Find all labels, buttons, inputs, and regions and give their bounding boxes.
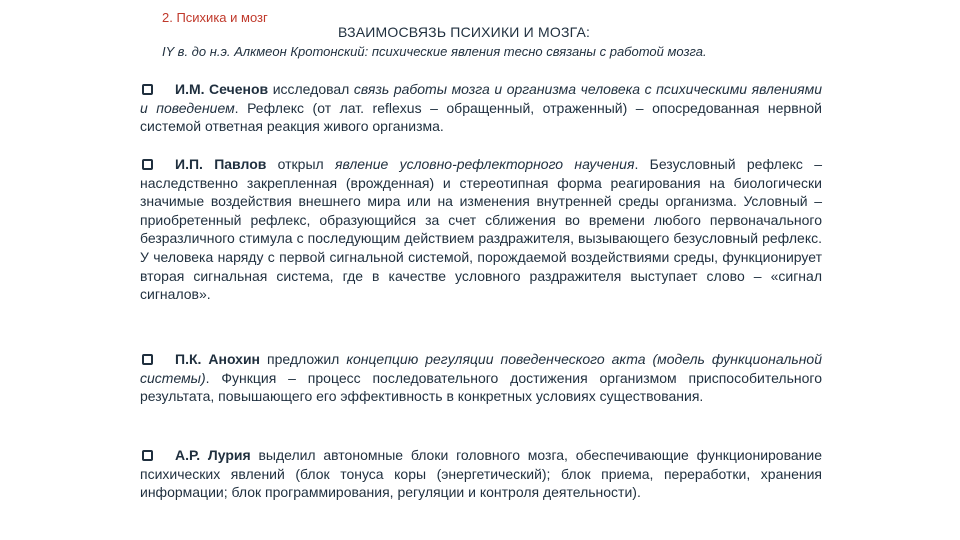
bullet-block-luria — [140, 446, 822, 502]
block-text: предложил — [260, 351, 347, 367]
block-italic-text: концепцию регуляции поведенческого акта (модель функциональной системы) — [140, 351, 822, 386]
section-label: 2. Психика и мозг — [162, 10, 268, 25]
block-italic-text: связь работы мозга и организма человека с психическими явлениями и поведением — [140, 81, 823, 116]
bullet-block-anokhin — [140, 350, 822, 406]
slide-title: ВЗАИМОСВЯЗЬ ПСИХИКИ И МОЗГА: — [338, 24, 591, 40]
block-italic-text: явление условно-рефлекторного научения — [335, 156, 635, 172]
slide-subtitle: IY в. до н.э. Алкмеон Кротонский: психические явления тесно связаны с работой мозга. — [162, 44, 707, 59]
hollow-square-bullet-icon — [142, 84, 153, 95]
block-text: . Безусловный рефлекс – наследственно закрепленная (врожденная) и стереотипная форма реагирования на биологически значимые воздействия внешнего мира или на изменения внутренней среды организма. Условный – приобретенный рефлекс, образующийся за счет сближения во времени любого первоначального безразличного стимула с последующим действием раздражителя, вызывающего безусловный рефлекс. У человека наряду с первой сигнальной системой, порождаемой воздействиями среды, функционирует вторая сигнальная система, где в качестве условного раздражителя выступает слово – «сигнал сигналов». — [140, 156, 822, 303]
scientist-name: И.М. Сеченов — [175, 81, 269, 97]
block-text: . Функция – процесс последовательного достижения организмом приспособительного результата, повышающего его эффективность в конкретных условиях существования. — [140, 369, 822, 405]
hollow-square-bullet-icon — [142, 159, 153, 170]
scientist-name: П.К. Анохин — [175, 351, 260, 367]
block-text: . Рефлекс (от лат. reflexus – обращенный, отраженный) – опосредованная нервной системой ответная реакция живого организма. — [140, 99, 822, 135]
block-text: открыл — [266, 156, 336, 172]
bullet-block-sechenov — [140, 80, 822, 136]
scientist-name: И.П. Павлов — [175, 156, 267, 172]
block-text: выделил автономные блоки головного мозга, обеспечивающие функционирование психических явлений (блок тонуса коры (энергетический); блок приема, переработки, хранения информации; блок программирования, регуляции и контроля деятельности). — [140, 447, 822, 501]
hollow-square-bullet-icon — [142, 450, 153, 461]
hollow-square-bullet-icon — [142, 354, 153, 365]
block-text: исследовал — [268, 81, 354, 97]
scientist-name: А.Р. Лурия — [175, 447, 251, 463]
bullet-block-pavlov — [140, 155, 822, 304]
